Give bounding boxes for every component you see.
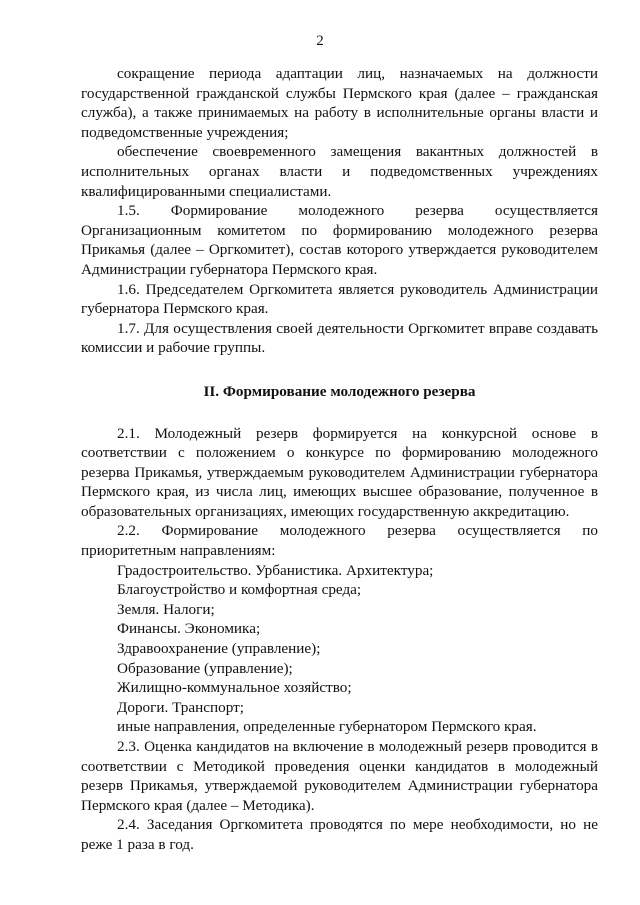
paragraph-1-5: 1.5. Формирование молодежного резерва осуществляется Организационным комитетом по формированию молодежного резерва Прикамья (далее – Оргкомитет), состав которого утверждается руководителем Администрации губернатора Пермского края.	[81, 202, 598, 278]
paragraph-2-4: 2.4. Заседания Оргкомитета проводятся по мере необходимости, но не реже 1 раза в год.	[81, 816, 598, 853]
paragraph-2-1: 2.1. Молодежный резерв формируется на конкурсной основе в соответствии с положением о конкурсе по формированию молодежного резерва Прикамья, утверждаемым руководителем Администрации губернатора Пермского края, из числа лиц, имеющих высшее образование, полученное в образовательных организациях, имеющих государственную аккредитацию.	[81, 424, 598, 520]
list-item: Градостроительство. Урбанистика. Архитектура;	[117, 561, 434, 579]
paragraph-vacancies: обеспечение своевременного замещения вакантных должностей в исполнительных органах власти и подведомственных учреждениях квалифицированными специалистами.	[81, 143, 598, 200]
list-item: Жилищно-коммунальное хозяйство;	[117, 679, 352, 697]
paragraph-1-6: 1.6. Председателем Оргкомитета является руководитель Администрации губернатора Пермского края.	[81, 280, 598, 318]
list-item: иные направления, определенные губернатором Пермского края.	[117, 718, 537, 736]
page-number: 2	[316, 33, 324, 49]
section-heading: II. Формирование молодежного резерва	[203, 382, 476, 400]
list-item: Благоустройство и комфортная среда;	[117, 581, 362, 599]
list-item: Здравоохранение (управление);	[117, 640, 321, 658]
paragraph-1-7: 1.7. Для осуществления своей деятельности Оргкомитет вправе создавать комиссии и рабочие группы.	[81, 319, 598, 357]
paragraph-2-2: 2.2. Формирование молодежного резерва осуществляется по приоритетным направлениям:	[81, 522, 598, 560]
list-item: Земля. Налоги;	[117, 600, 215, 618]
list-item: Дороги. Транспорт;	[117, 698, 244, 716]
list-item: Финансы. Экономика;	[117, 620, 261, 638]
list-item: Образование (управление);	[117, 659, 293, 677]
paragraph-adaptation: сокращение периода адаптации лиц, назначаемых на должности государственной гражданской службы Пермского края (далее – гражданская служба), а также принимаемых на работу в исполнительные органы власти и подведомственные учреждения;	[81, 65, 598, 141]
paragraph-2-3: 2.3. Оценка кандидатов на включение в молодежный резерв проводится в соответствии с Методикой проведения оценки кандидатов в молодежный резерв Прикамья, утверждаемой руководителем Администрации губернатора Пермского края (далее – Методика).	[81, 738, 598, 814]
document-body	[81, 64, 598, 855]
directions-list	[81, 561, 598, 737]
